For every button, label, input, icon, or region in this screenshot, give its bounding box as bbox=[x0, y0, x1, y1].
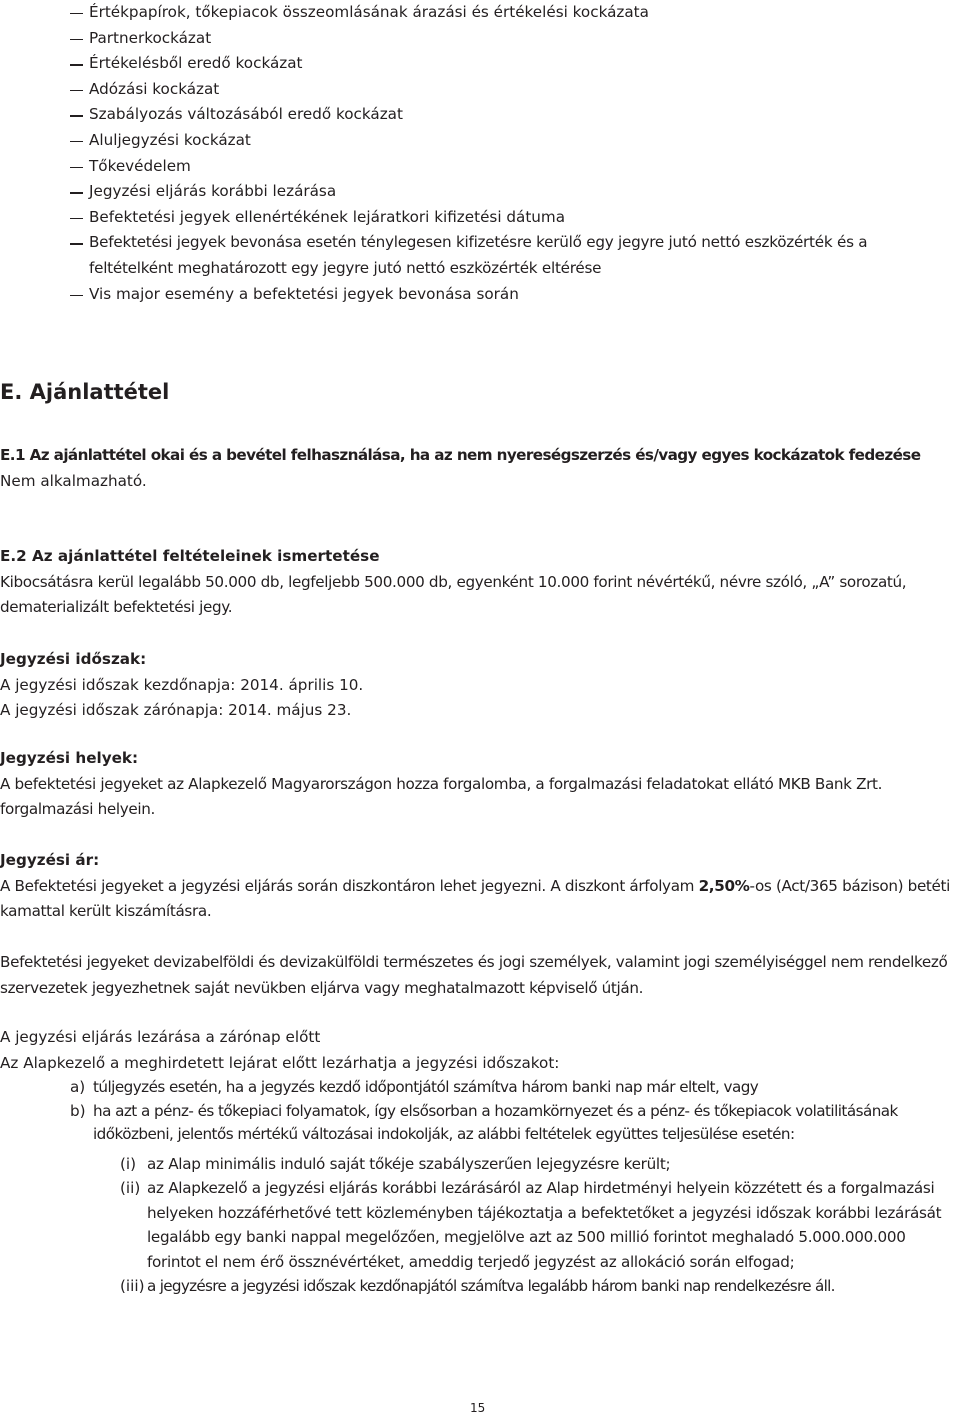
list-item bbox=[70, 282, 955, 308]
list-item-text: az Alap minimális induló saját tőkéje szabályszerűen lejegyzésre került; bbox=[147, 1155, 671, 1173]
list-item bbox=[70, 1076, 958, 1100]
list-item bbox=[120, 1176, 958, 1274]
subscription-price bbox=[0, 848, 958, 925]
list-item-text: Befektetési jegyek bevonása esetén ténylegesen kifizetésre kerülő egy jegyre jutó nettó eszközérték és a feltételként meghatározott egy jegyre jutó nettó eszközérték eltérése bbox=[89, 233, 868, 277]
section-e2-text: Kibocsátásra kerül legalább 50.000 db, legfeljebb 500.000 db, egyenként 10.000 forint névértékű, névre szóló, „A” sorozatú, dematerializált befektetési jegy. bbox=[0, 572, 907, 617]
dash-icon bbox=[70, 115, 83, 116]
eligibility-paragraph: Befektetési jegyeket devizabelföldi és devizakülföldi természetes és jogi személyek, valamint jogi személyiséggel nem rendelkező szervezetek jegyezhetnek saját nevükben eljárva vagy meghatalmazott képviselő útján. bbox=[0, 953, 948, 997]
list-item-text: Értékelésből eredő kockázat bbox=[89, 54, 303, 73]
section-e1-heading: E.1 Az ajánlattétel okai és a bevétel felhasználása, ha az nem nyereségszerzés és/vagy egyes kockázatok fedezése bbox=[0, 446, 921, 464]
dash-icon bbox=[70, 295, 83, 296]
list-item-text: Befektetési jegyek ellenértékének lejáratkori kifizetési dátuma bbox=[89, 207, 566, 226]
list-item-text: Értékpapírok, tőkepiacok összeomlásának árazási és értékelési kockázata bbox=[89, 3, 649, 21]
risk-list bbox=[70, 0, 955, 307]
page-number: 15 bbox=[470, 1401, 486, 1415]
list-item-text: Vis major esemény a befektetési jegyek bevonása során bbox=[89, 284, 519, 303]
subscription-places-text: A befektetési jegyeket az Alapkezelő Magyarországon hozza forgalomba, a forgalmazási feladatokat ellátó MKB Bank Zrt. forgalmazási helyein. bbox=[0, 774, 883, 819]
list-marker: (iii) bbox=[120, 1277, 145, 1296]
list-item bbox=[70, 230, 955, 281]
list-marker: (ii) bbox=[120, 1179, 141, 1198]
list-item-text: az Alapkezelő a jegyzési eljárás korábbi lezárásáról az Alap hirdetményi helyein közzétett és a forgalmazási helyeken hozzáférhetővé tett közleményben tájékoztatja a befektetőket a jegyzési időszak korábbi lezárását legalább egy banki nappal megelőzően, megjelölve azt az 500 millió forintot meghaladó 5.000.000.000 forintot el nem érő össznévértéket, ameddig terjedő jegyzést az allokáció során elfogad; bbox=[147, 1179, 942, 1271]
list-item bbox=[70, 102, 955, 128]
list-item-text: túljegyzés esetén, ha a jegyzés kezdő időpontjától számítva három banki nap már eltelt, vagy bbox=[93, 1078, 759, 1096]
list-item bbox=[120, 1274, 958, 1298]
discount-rate: 2,50% bbox=[698, 876, 750, 895]
subscription-places-heading: Jegyzési helyek: bbox=[0, 749, 139, 767]
price-text-after: -os (Act/365 bázison) betéti kamattal került kiszámításra. bbox=[0, 876, 951, 921]
early-closure-title: A jegyzési eljárás lezárása a zárónap előtt bbox=[0, 1028, 321, 1046]
list-item bbox=[70, 205, 955, 231]
early-closure-intro: Az Alapkezelő a meghirdetett lejárat előtt lezárhatja a jegyzési időszakot: bbox=[0, 1053, 560, 1072]
early-closure-conditions bbox=[70, 1076, 958, 1147]
list-item-text: Aluljegyzési kockázat bbox=[89, 130, 251, 149]
list-marker: (i) bbox=[120, 1155, 137, 1173]
subscription-period bbox=[0, 647, 958, 724]
list-item-text: Tőkevédelem bbox=[89, 156, 191, 175]
dash-icon bbox=[70, 192, 83, 193]
list-item-text: ha azt a pénz- és tőkepiaci folyamatok, így elsősorban a hozamkörnyezet és a pénz- és tőkepiacok volatilitásának időközbeni, jelentős mértékű változásai indokolják, az alábbi feltételek együttes teljesülése esetén: bbox=[93, 1101, 898, 1144]
list-item bbox=[120, 1152, 958, 1176]
dash-icon bbox=[70, 64, 83, 65]
list-item bbox=[70, 0, 955, 26]
dash-icon bbox=[70, 167, 83, 168]
subscription-places bbox=[0, 746, 958, 823]
section-e1 bbox=[0, 443, 958, 494]
subscription-period-start: A jegyzési időszak kezdőnapja: 2014. április 10. bbox=[0, 675, 364, 694]
subscription-period-end: A jegyzési időszak zárónapja: 2014. május 23. bbox=[0, 701, 352, 720]
section-title: E. Ajánlattétel bbox=[0, 380, 170, 404]
early-closure bbox=[0, 1025, 958, 1076]
dash-icon bbox=[70, 90, 83, 91]
list-item-text: Szabályozás változásából eredő kockázat bbox=[89, 105, 403, 124]
section-e2 bbox=[0, 544, 958, 621]
list-item bbox=[70, 128, 955, 154]
list-item bbox=[70, 26, 955, 52]
list-item-text: Adózási kockázat bbox=[89, 79, 220, 98]
dash-icon bbox=[70, 39, 83, 40]
list-item bbox=[70, 179, 955, 205]
dash-icon bbox=[70, 141, 83, 142]
subscription-price-heading: Jegyzési ár: bbox=[0, 851, 100, 869]
list-item-text: Jegyzési eljárás korábbi lezárása bbox=[89, 182, 337, 201]
list-marker: b) bbox=[70, 1101, 86, 1120]
dash-icon bbox=[70, 243, 83, 244]
section-e2-heading: E.2 Az ajánlattétel feltételeinek ismertetése bbox=[0, 547, 380, 565]
subscription-period-heading: Jegyzési időszak: bbox=[0, 650, 147, 668]
list-item-text: a jegyzésre a jegyzési időszak kezdőnapjától számítva legalább három banki nap rendelkezésre áll. bbox=[147, 1277, 835, 1296]
dash-icon bbox=[70, 218, 83, 219]
list-item bbox=[70, 77, 955, 103]
list-item bbox=[70, 154, 955, 180]
price-text-before: A Befektetési jegyeket a jegyzési eljárás során diszkontáron lehet jegyezni. A diszkont árfolyam bbox=[0, 876, 699, 895]
joint-conditions bbox=[120, 1152, 958, 1298]
subscription-price-text bbox=[0, 874, 958, 925]
list-item bbox=[70, 1100, 958, 1147]
dash-icon bbox=[70, 13, 83, 14]
section-e1-text: Nem alkalmazható. bbox=[0, 471, 147, 490]
list-item-text: Partnerkockázat bbox=[89, 28, 212, 47]
list-marker: a) bbox=[70, 1078, 86, 1096]
list-item bbox=[70, 51, 955, 77]
